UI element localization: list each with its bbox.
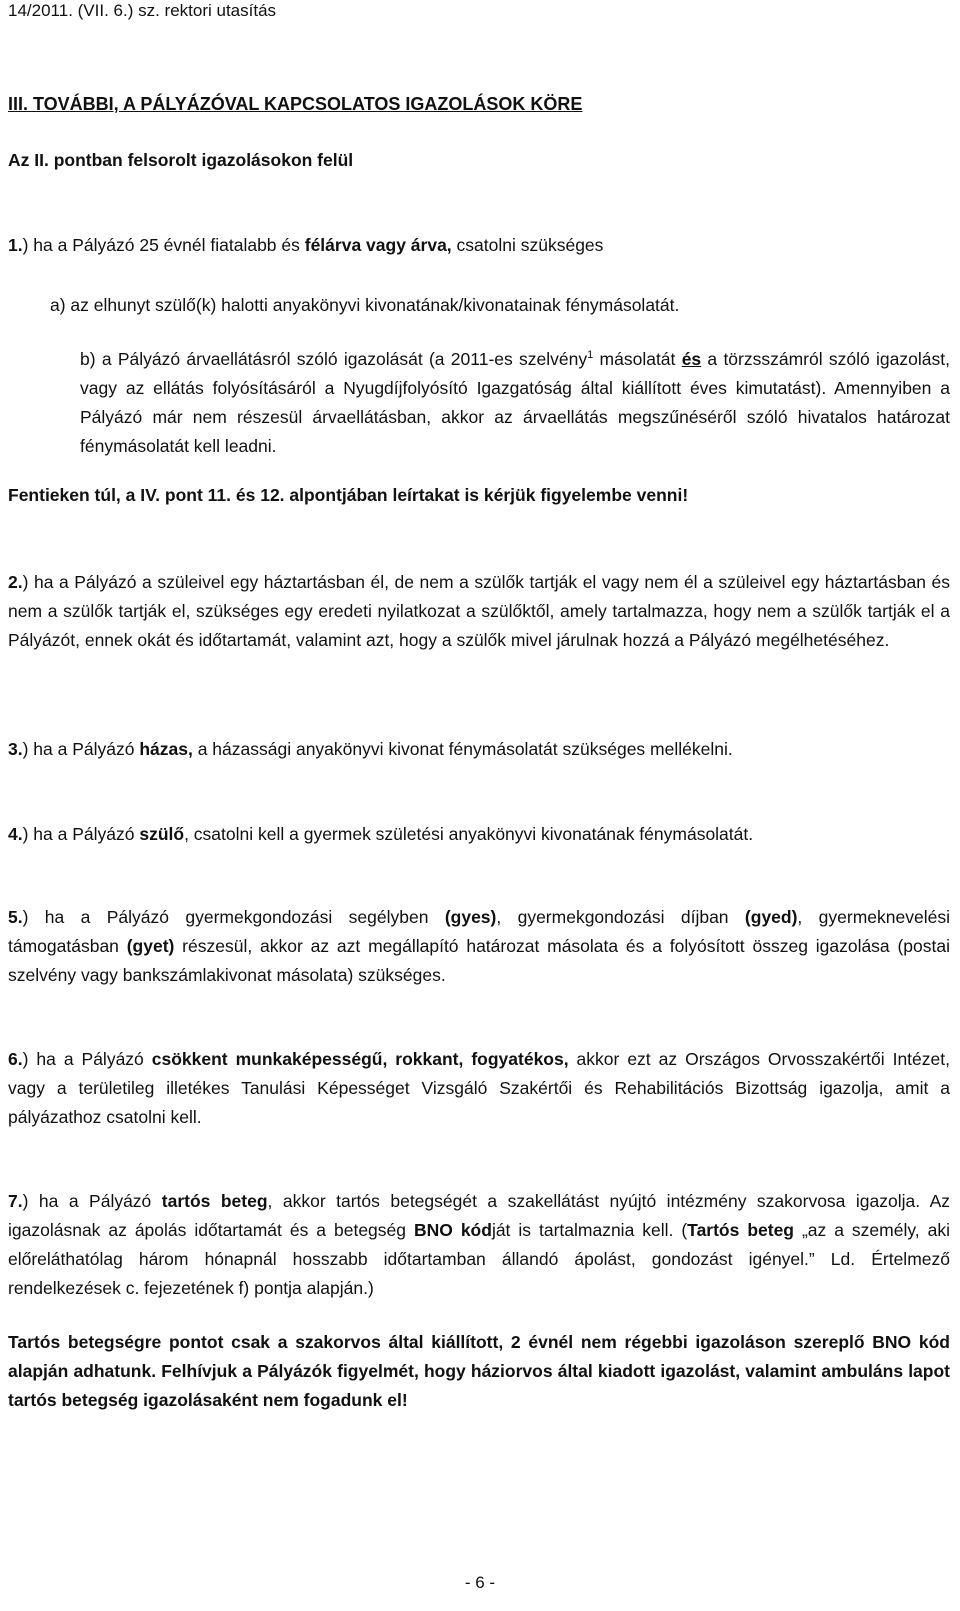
item-7-text-c: ját is tartalmaznia kell. ( xyxy=(491,1220,688,1240)
intro-text: Az II. pontban felsorolt igazolásokon felül xyxy=(8,150,354,170)
footnote-marker: 1 xyxy=(587,349,594,362)
item-3-paragraph xyxy=(8,738,733,760)
item-5-text-b: , gyermekgondozási díjban xyxy=(496,907,745,927)
item-1-number: 1. xyxy=(8,235,23,255)
item-6-bold: csökkent munkaképességű, rokkant, fogyatékos, xyxy=(151,1049,569,1069)
item-4-number: 4. xyxy=(8,824,23,844)
item-2-number: 2. xyxy=(8,572,23,592)
item-4-text-b: , csatolni kell a gyermek születési anyakönyvi kivonatának fénymásolatát. xyxy=(184,824,754,844)
item-5-text-c: , gyermeknevelési támogatásban xyxy=(8,907,950,956)
item-5-text-a: ) ha a Pályázó gyermekgondozási segélyben xyxy=(22,907,445,927)
item-1-note: Fentieken túl, a IV. pont 11. és 12. alpontjában leírtakat is kérjük figyelembe venni! xyxy=(8,485,689,505)
item-5-paragraph xyxy=(8,903,950,990)
item-7-number: 7. xyxy=(8,1191,23,1211)
item-1-sub-b-text-3: a törzsszámról szóló igazolást, vagy az ellátás folyósításáról a Nyugdíjfolyósító Igazgatóság által kiállított éves kimutatást). Amennyiben a Pályázó már nem részesül árvaellátásban, akkor az árvaellátás megszűnéséről szóló hivatalos határozat fénymásolatát kell leadni. xyxy=(80,349,950,456)
item-1-bold: félárva vagy árva, xyxy=(304,235,452,255)
item-5-bold-gyet: (gyet) xyxy=(126,936,175,956)
item-3-bold: házas, xyxy=(139,739,193,759)
item-4-bold: szülő xyxy=(139,824,185,844)
item-7-paragraph xyxy=(8,1187,950,1303)
item-6-text-a: ) ha a Pályázó xyxy=(22,1049,152,1069)
item-4-text-a: ) ha a Pályázó xyxy=(22,824,140,844)
item-1-sub-b-es: és xyxy=(681,349,702,369)
page-header: 14/2011. (VII. 6.) sz. rektori utasítás xyxy=(8,1,277,20)
item-5-bold-gyed: (gyed) xyxy=(744,907,798,927)
item-2-paragraph xyxy=(8,568,950,655)
item-7-text-d: „az a személy, aki előreláthatólag három hónapnál hosszabb időtartamban állandó ápolást, gondozást igényel.” Ld. Értelmező rendelkezések c. fejezetének f) pontja alapján.) xyxy=(8,1220,950,1298)
item-5-number: 5. xyxy=(8,907,23,927)
item-1-sub-a: a) az elhunyt szülő(k) halotti anyakönyvi kivonatának/kivonatainak fénymásolatát. xyxy=(50,295,680,315)
item-1-sub-b-text-2: másolatát xyxy=(593,349,682,369)
item-7-bold-definition: Tartós beteg xyxy=(687,1220,794,1240)
item-1-sub-b-text-1: b) a Pályázó árvaellátásról szóló igazolását (a 2011-es szelvény xyxy=(80,349,588,369)
item-1-heading xyxy=(8,234,603,256)
item-7-text-a: ) ha a Pályázó xyxy=(22,1191,162,1211)
item-7-bold-bno: BNO kód xyxy=(413,1220,492,1240)
final-note: Tartós betegségre pontot csak a szakorvos által kiállított, 2 évnél nem régebbi igazoláson szereplő BNO kód alapján adhatunk. Felhívjuk a Pályázók figyelmét, hogy háziorvos által kiadott igazolást, valamint ambuláns lapot tartós betegség igazolásaként nem fogadunk el! xyxy=(8,1332,950,1410)
item-1-sub-b xyxy=(80,345,950,461)
item-1-text-b: csatolni szükséges xyxy=(451,235,604,255)
item-5-text-d: részesül, akkor az azt megállapító határozat másolata és a folyósított összeg igazolása (postai szelvény vagy bankszámlakivonat másolata) szükséges. xyxy=(8,936,951,985)
item-6-text-b: akkor ezt az Országos Orvosszakértői Intézet, vagy a területileg illetékes Tanulási Képességet Vizsgáló Szakértői és Rehabilitációs Bizottság igazolja, amit a pályázathoz csatolni kell. xyxy=(8,1049,950,1127)
item-6-paragraph xyxy=(8,1045,950,1132)
item-2-text: ) ha a Pályázó a szüleivel egy háztartásban él, de nem a szülők tartják el vagy nem él a szüleivel egy háztartásban és nem a szülők tartják el, szükséges egy eredeti nyilatkozat a szülőktől, amely tartalmazza, hogy nem a szülők tartják el a Pályázót, ennek okát és időtartamát, valamint azt, hogy a szülők mivel járulnak hozzá a Pályázó megélhetéséhez. xyxy=(8,572,950,650)
item-4-paragraph xyxy=(8,823,753,845)
section-title: III. TOVÁBBI, A PÁLYÁZÓVAL KAPCSOLATOS IGAZOLÁSOK KÖRE xyxy=(8,94,583,114)
item-3-number: 3. xyxy=(8,739,23,759)
item-5-bold-gyes: (gyes) xyxy=(444,907,497,927)
item-7-bold-tartos-beteg: tartós beteg xyxy=(161,1191,268,1211)
item-6-number: 6. xyxy=(8,1049,23,1069)
page-number: - 6 - xyxy=(464,1573,496,1592)
item-3-text-a: ) ha a Pályázó xyxy=(22,739,140,759)
item-7-text-b: , akkor tartós betegségét a szakellátást nyújtó intézmény szakorvosa igazolja. Az igazolásnak az ápolás időtartamát és a betegség xyxy=(8,1191,951,1240)
item-1-text-a: ) ha a Pályázó 25 évnél fiatalabb és xyxy=(22,235,305,255)
item-3-text-b: a házassági anyakönyvi kivonat fénymásolatát szükséges mellékelni. xyxy=(192,739,733,759)
